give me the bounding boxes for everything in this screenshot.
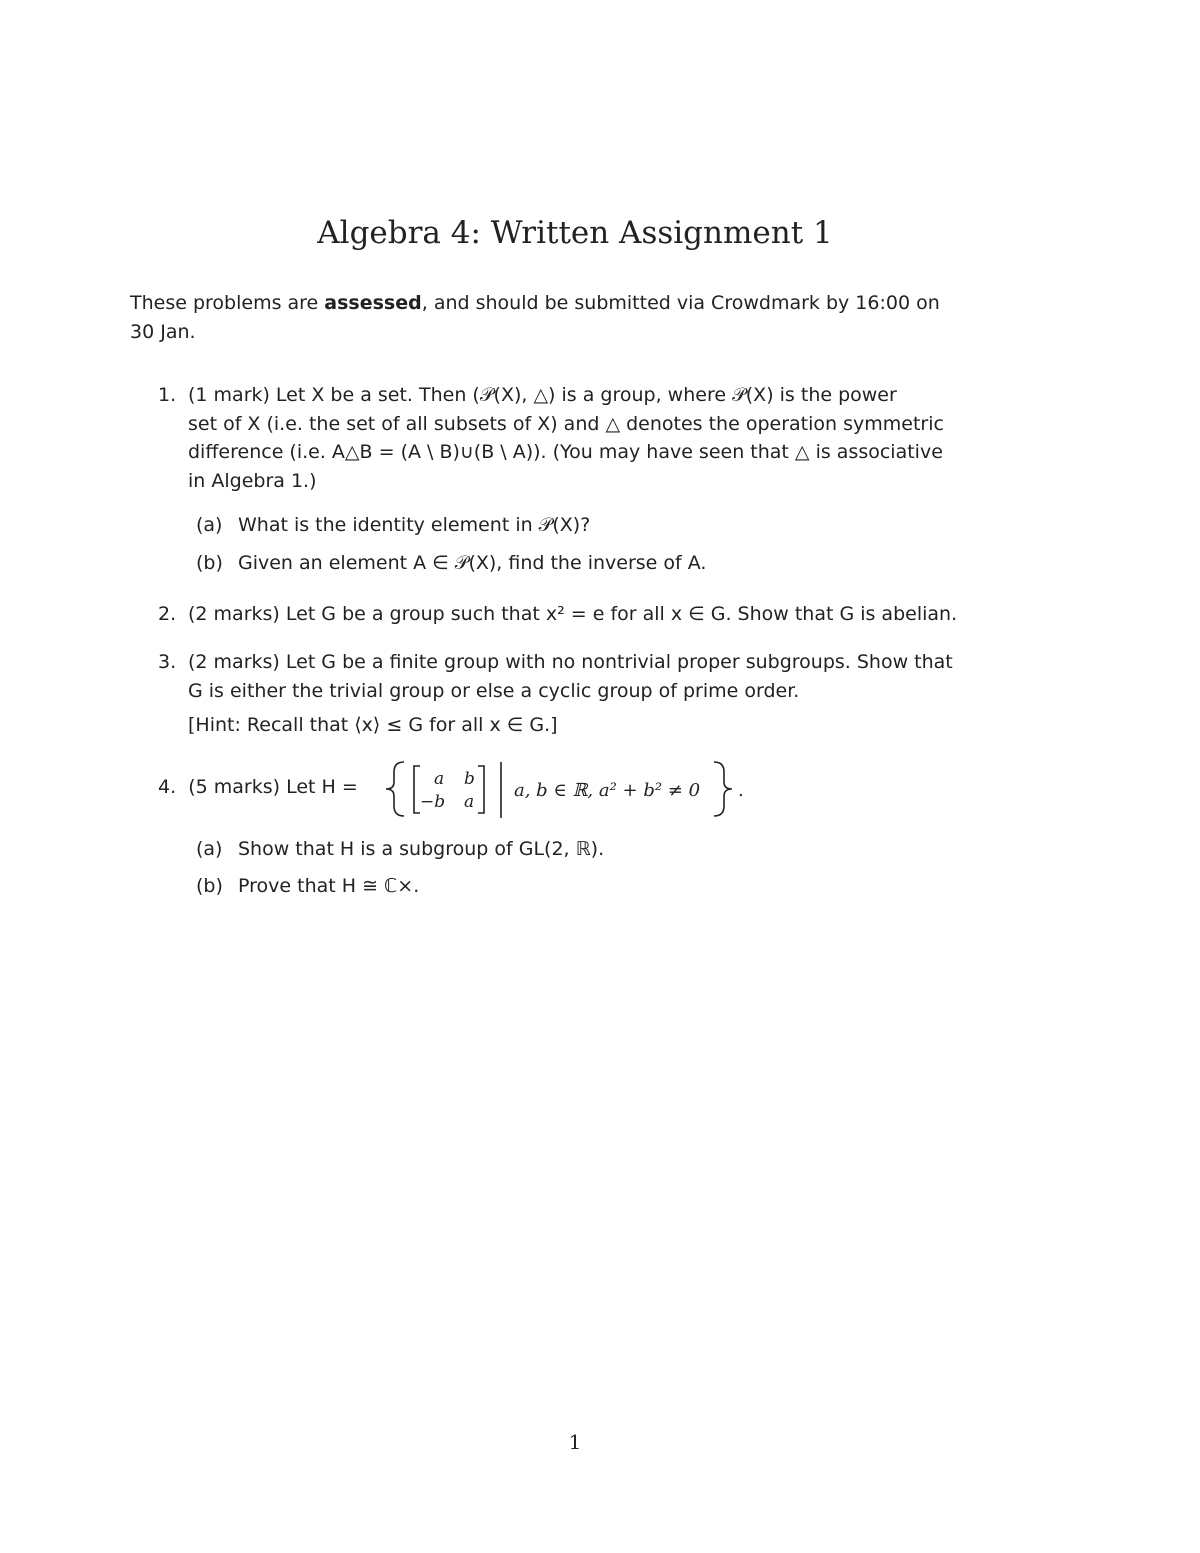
part-text: Show that H is a subgroup of GL(2, ℝ).	[238, 838, 605, 860]
problem-marks: (1 mark)	[188, 384, 270, 406]
intro-paragraph	[130, 289, 1020, 347]
part-text: Prove that H ≅ ℂ×.	[238, 875, 420, 897]
right-brace	[714, 762, 732, 816]
problem-1-part-a	[196, 514, 590, 536]
problem-1	[158, 381, 1022, 495]
right-matrix-bracket	[478, 766, 484, 813]
problem-4-part-a	[196, 838, 604, 860]
problem-2	[158, 600, 1022, 629]
problem-number: 1.	[158, 384, 177, 406]
intro-date: 30 Jan.	[130, 321, 196, 343]
problem-text: Let G be a group such that x² = e for all x ∈ G. Show that G is abelian.	[285, 603, 958, 625]
problem-marks: (5 marks)	[188, 776, 281, 798]
problem-3	[158, 648, 1022, 705]
matrix-entry: −b	[420, 792, 446, 812]
problem-text: Let G be a finite group with no nontrivial proper subgroups. Show that	[285, 651, 953, 673]
matrix-entry: b	[464, 769, 475, 789]
part-label: (b)	[196, 552, 223, 574]
part-text: What is the identity element in 𝒫(X)?	[238, 514, 591, 536]
left-brace	[386, 762, 404, 816]
page-number: 1	[568, 1430, 582, 1454]
problem-text: Let X be a set. Then (𝒫(X), △) is a group, where 𝒫(X) is the power	[275, 384, 897, 406]
problem-line: G is either the trivial group or else a cyclic group of prime order.	[188, 679, 800, 702]
part-label: (a)	[196, 838, 223, 860]
end-period: .	[738, 780, 744, 801]
problem-4-part-b	[196, 875, 419, 897]
problem-number: 3.	[158, 651, 177, 673]
problem-line	[188, 648, 1022, 677]
problem-1-part-b	[196, 552, 706, 574]
intro-bold: assessed	[324, 292, 422, 314]
intro-text: These problems are	[130, 292, 325, 314]
problem-marks: (2 marks)	[188, 603, 280, 625]
problem-marks: (2 marks)	[188, 651, 280, 673]
problem-line	[188, 381, 1022, 410]
page-title: Algebra 4: Written Assignment 1	[317, 215, 833, 251]
matrix-entry: a	[464, 792, 475, 812]
set-condition: a, b ∈ ℝ, a² + b² ≠ 0	[514, 780, 701, 801]
problem-line: difference (i.e. A△B = (A \ B)∪(B \ A)). (You may have seen that △ is associative	[188, 441, 943, 463]
problem-4	[158, 758, 778, 820]
problem-text: Let H =	[286, 776, 358, 798]
intro-text-rest: , and should be submitted via Crowdmark by 16:00 on	[421, 292, 940, 314]
problem-line: set of X (i.e. the set of all subsets of X) and △ denotes the operation symmetric	[188, 412, 944, 435]
problem-number: 2.	[158, 603, 177, 625]
problem-line: in Algebra 1.)	[188, 469, 317, 492]
problem-number: 4.	[158, 776, 177, 798]
matrix-entry: a	[434, 769, 445, 789]
problem-3-hint: [Hint: Recall that ⟨x⟩ ≤ G for all x ∈ G.]	[188, 714, 558, 736]
set-notation-figure	[158, 758, 778, 820]
part-label: (a)	[196, 514, 223, 536]
part-label: (b)	[196, 875, 223, 897]
part-text: Given an element A ∈ 𝒫(X), find the inverse of A.	[238, 552, 707, 574]
